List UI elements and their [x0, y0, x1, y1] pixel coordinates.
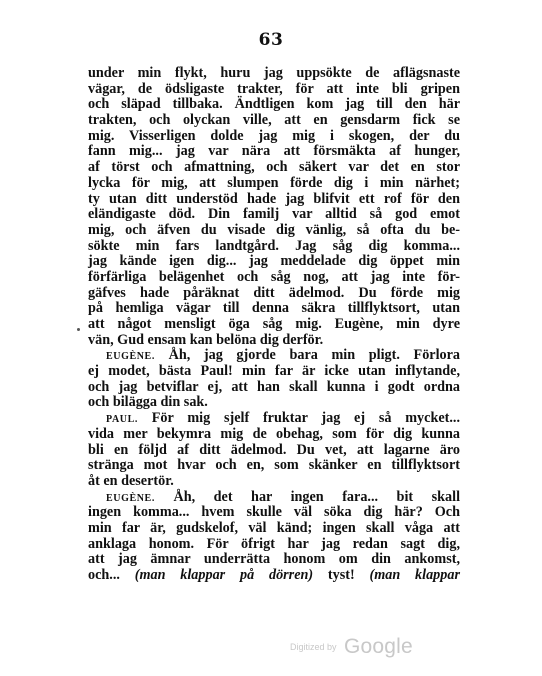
text-line	[88, 239, 460, 255]
text-line	[88, 144, 460, 160]
text-line	[88, 317, 460, 333]
text-line	[88, 82, 460, 98]
text-line	[88, 411, 460, 427]
line-text: att något mensligt öga såg mig. Eugène, min dyre	[88, 316, 460, 332]
line-text: bli en följd af ditt ädelmod. Du vet, att lagarne äro	[88, 441, 460, 458]
text-line	[88, 270, 460, 286]
line-text: och...	[88, 567, 120, 583]
text-line	[88, 333, 460, 349]
line-text: anklaga honom. För öfrigt har jag redan sagt dig,	[88, 535, 460, 552]
speaker-name: EUGÈNE.	[106, 351, 155, 363]
line-text: ingen komma... hvem skulle väl söka dig här? Och	[88, 504, 460, 521]
line-text: min far är, gudskelof, väl känd; ingen skall våga att	[88, 519, 460, 536]
line-text: lycka för mig, att slumpen förde dig i min närhet;	[88, 174, 460, 191]
text-line	[88, 505, 460, 521]
line-text: under min flykt, huru jag uppsökte de aflägsnaste	[88, 65, 460, 81]
line-text: mig, och äfven du visade dig vänlig, så ofta du be-	[88, 221, 460, 238]
text-line	[88, 568, 460, 584]
text-line	[88, 176, 460, 192]
line-text: Åh, det har ingen fara... bit skall	[173, 488, 461, 505]
line-text: af törst och afmattning, och säkert var det en stor	[88, 159, 460, 176]
text-line	[88, 395, 460, 411]
line-text: eländigaste död. Din familj var alltid så god emot	[88, 206, 460, 223]
watermark-prefix: Digitized by	[290, 642, 337, 652]
line-text: Åh, jag gjorde bara min pligt. Förlora	[168, 347, 461, 364]
text-line	[88, 490, 460, 506]
line-text: ty utan ditt understöd hade jag blifvit ett rof för den	[88, 190, 460, 207]
line-text: vägar, de ödsligaste trakter, för att inte bli gripen	[88, 80, 460, 97]
line-text: vän, Gud ensam kan belöna dig derför.	[88, 331, 324, 348]
line-text: ej modet, bästa Paul! min far är icke utan inflytande,	[88, 363, 460, 380]
text-line	[88, 474, 460, 490]
text-line	[88, 521, 460, 537]
line-text: åt en desertör.	[88, 472, 174, 489]
line-text: och jag betviflar ej, att han skall kunna i godt ordna	[88, 378, 460, 395]
text-line	[88, 380, 460, 396]
text-line	[88, 160, 460, 176]
text-line	[88, 66, 460, 82]
text-line	[88, 348, 460, 364]
text-line	[88, 113, 460, 129]
stage-direction: (man klappar	[369, 567, 460, 583]
text-line	[88, 301, 460, 317]
text-line	[88, 192, 460, 208]
line-text: trakten, och olyckan ville, att en gensdarm fick se	[88, 112, 460, 129]
text-line	[88, 254, 460, 270]
digitized-watermark	[290, 635, 413, 659]
text-line	[88, 427, 460, 443]
text-line	[88, 223, 460, 239]
line-text: För mig sjelf fruktar jag ej så mycket...	[151, 410, 461, 427]
line-text: gäfves hade påräknat ditt ädelmod. Du förde mig	[88, 284, 460, 301]
line-text: fann mig... jag var nära att försmäkta af hunger,	[88, 143, 460, 160]
line-text: och bilägga din sak.	[88, 394, 208, 411]
line-text: förfärliga belägenhet och såg nog, att jag inte för-	[88, 268, 460, 285]
text-line	[88, 364, 460, 380]
line-text: att jag ämnar underrätta honom om din ankomst,	[88, 551, 460, 568]
line-text: jag kände igen dig... jag meddelade dig öppet min	[88, 253, 460, 270]
line-text: stränga mot hvar och en, som skänker en tillflyktsort	[88, 457, 460, 474]
line-text: tyst!	[327, 567, 355, 583]
text-line	[88, 97, 460, 113]
line-text: och släpad tillbaka. Ändtligen kom jag till den här	[88, 96, 460, 113]
speaker-name: PAUL.	[106, 414, 138, 426]
body-text	[88, 66, 460, 584]
text-line	[88, 207, 460, 223]
stage-direction: (man klappar på dörren)	[134, 567, 314, 583]
text-line	[88, 458, 460, 474]
text-line	[88, 286, 460, 302]
line-text: mig. Visserligen dolde jag mig i skogen, der du	[88, 127, 460, 144]
watermark-brand: Google	[343, 635, 413, 658]
page-number: 63	[258, 30, 284, 50]
line-text: vida mer bekymra mig de obehag, som för dig kunna	[88, 425, 460, 442]
speaker-name: EUGÈNE.	[106, 492, 155, 504]
margin-mark	[77, 328, 80, 331]
line-text: på hemliga vägar till denna säkra tillflyktsort, utan	[88, 300, 460, 317]
line-text: sökte min fars landtgård. Jag såg dig komma...	[88, 237, 460, 254]
text-line	[88, 129, 460, 145]
text-line	[88, 443, 460, 459]
text-line	[88, 537, 460, 553]
text-line	[88, 552, 460, 568]
